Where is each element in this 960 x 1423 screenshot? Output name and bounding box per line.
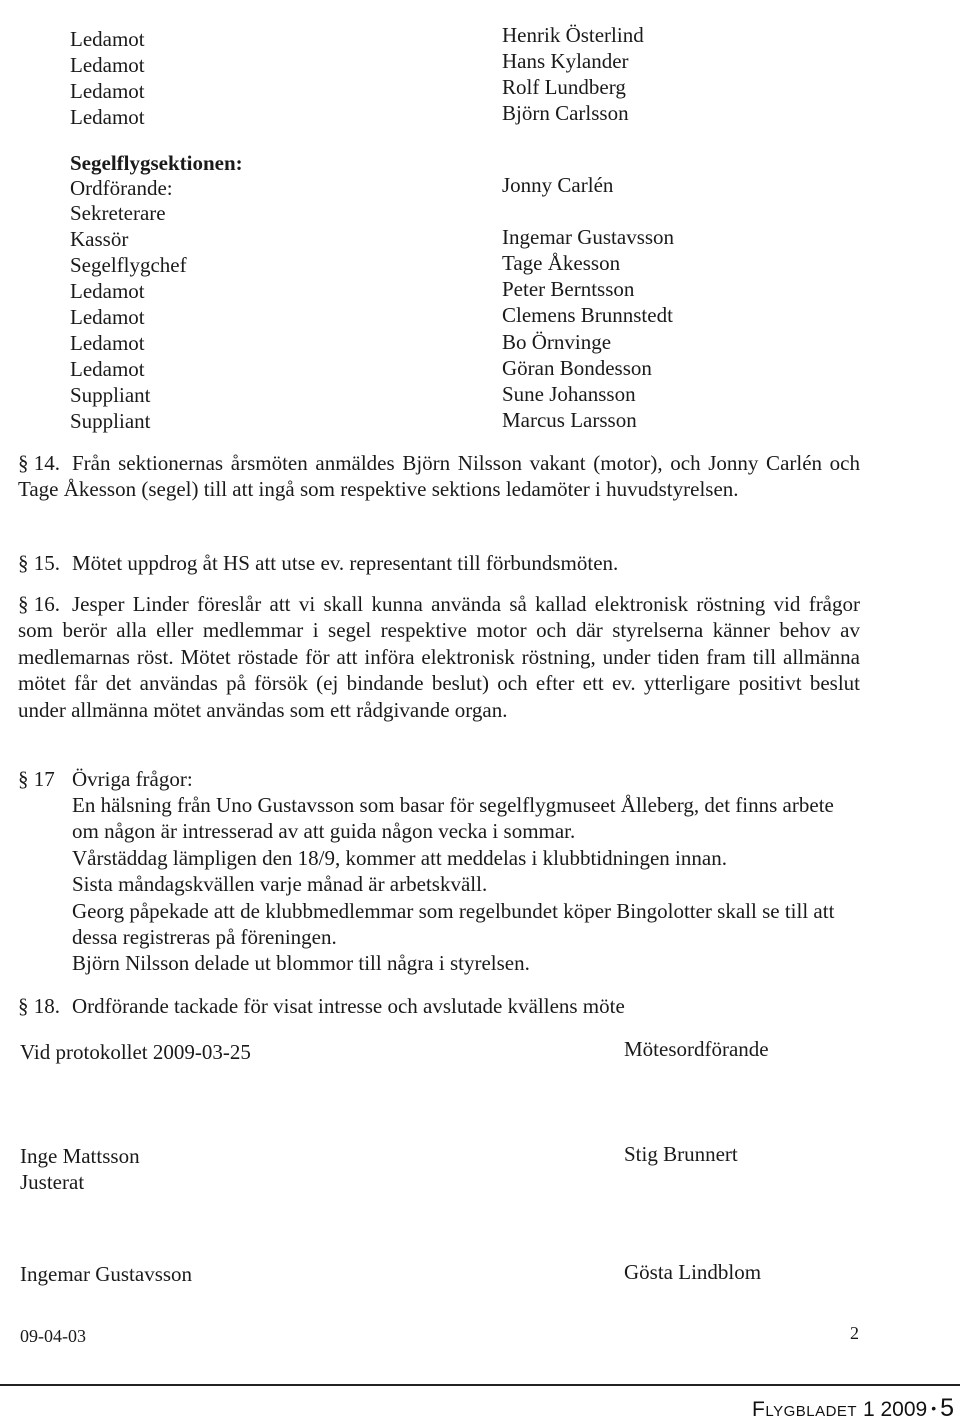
footer-divider bbox=[0, 1384, 960, 1386]
document-page-number: 2 bbox=[850, 1323, 859, 1343]
role-label: Suppliant bbox=[70, 383, 151, 407]
paragraph-16 bbox=[18, 591, 860, 723]
paragraph-14 bbox=[18, 450, 860, 503]
document-date: 09-04-03 bbox=[20, 1326, 86, 1346]
role-label: Kassör bbox=[70, 227, 129, 251]
paragraph-number: § 16. bbox=[18, 592, 60, 616]
paragraph-line: Sista måndagskvällen varje månad är arbetskväll. bbox=[72, 872, 488, 897]
role-label: Ledamot bbox=[70, 357, 145, 381]
paragraph-text: Jesper Linder föreslår att vi skall kunna använda så kallad elektronisk röstning vid frågor som berör alla eller medlemmar i segel respektive motor och där styrelserna känner behov av medlemarnas röst. Mötet röstade för att införa elektronisk röstning, under tiden fram till allmänna mötet får det användas på försök (ej bindande beslut) och efter ett ev. ytterligare positivt beslut under allmänna mötet användas som ett rådgivande organ. bbox=[18, 592, 860, 722]
member-name: Bo Örnvinge bbox=[502, 330, 612, 354]
paragraph-body bbox=[72, 792, 862, 977]
section-heading: Segelflygsektionen: bbox=[70, 151, 243, 175]
protocol-label: Vid protokollet 2009-03-25 bbox=[20, 1040, 251, 1064]
member-name: Peter Berntsson bbox=[502, 277, 635, 301]
paragraph-line: Björn Nilsson delade ut blommor till några i styrelsen. bbox=[72, 951, 530, 976]
chair-label: Mötesordförande bbox=[624, 1037, 769, 1061]
member-name: Björn Carlsson bbox=[502, 101, 629, 125]
paragraph-number: § 14. bbox=[18, 451, 60, 475]
role-label: Ordförande: bbox=[70, 176, 173, 200]
magazine-title: Flygbladet bbox=[752, 1398, 858, 1421]
paragraph-title: Övriga frågor: bbox=[72, 767, 193, 791]
paragraph-line: Vårstäddag lämpligen den 18/9, kommer att meddelas i klubbtidningen innan. bbox=[72, 845, 727, 870]
secretary-name: Inge Mattsson bbox=[20, 1144, 140, 1168]
role-label: Ledamot bbox=[70, 105, 145, 129]
member-name: Jonny Carlén bbox=[502, 173, 614, 197]
member-name: Henrik Österlind bbox=[502, 23, 644, 47]
paragraph-line: Georg påpekade att de klubbmedlemmar som regelbundet köper Bingolotter skall se till att dessa registreras på föreningen. bbox=[72, 898, 835, 950]
checked-label: Justerat bbox=[20, 1170, 85, 1194]
checker1-name: Ingemar Gustavsson bbox=[20, 1262, 193, 1286]
role-label: Ledamot bbox=[70, 79, 145, 103]
role-label: Suppliant bbox=[70, 409, 151, 433]
paragraph-number: § 15. bbox=[18, 551, 60, 575]
role-label: Ledamot bbox=[70, 27, 145, 51]
magazine-page-number: 5 bbox=[940, 1394, 954, 1422]
member-name: Clemens Brunnstedt bbox=[502, 303, 673, 327]
role-label: Sekreterare bbox=[70, 201, 166, 225]
member-name: Sune Johansson bbox=[502, 382, 636, 406]
chair-name: Stig Brunnert bbox=[624, 1142, 738, 1166]
paragraph-number: § 18. bbox=[18, 994, 60, 1018]
role-label: Ledamot bbox=[70, 279, 145, 303]
magazine-issue: 1 2009 bbox=[862, 1398, 928, 1421]
member-name: Marcus Larsson bbox=[502, 408, 637, 432]
role-label: Segelflygchef bbox=[70, 253, 187, 277]
member-name: Göran Bondesson bbox=[502, 356, 652, 380]
checker2-name: Gösta Lindblom bbox=[624, 1260, 762, 1284]
role-label: Ledamot bbox=[70, 331, 145, 355]
paragraph-15 bbox=[18, 550, 860, 576]
member-name: Hans Kylander bbox=[502, 49, 629, 73]
role-label: Ledamot bbox=[70, 305, 145, 329]
paragraph-18 bbox=[18, 993, 625, 1019]
paragraph-text: Mötet uppdrog åt HS att utse ev. representant till förbundsmöten. bbox=[72, 551, 619, 575]
bullet-icon: • bbox=[931, 1400, 937, 1416]
member-name: Tage Åkesson bbox=[502, 251, 621, 275]
member-name: Ingemar Gustavsson bbox=[502, 225, 675, 249]
paragraph-text: Från sektionernas årsmöten anmäldes Björn Nilsson vakant (motor), och Jonny Carlén och Tage Åkesson (segel) till att ingå som respektive sektions ledamöter i huvudstyrelsen. bbox=[18, 451, 860, 502]
member-name: Rolf Lundberg bbox=[502, 75, 626, 99]
paragraph-line: En hälsning från Uno Gustavsson som basar för segelflygmuseet Ålleberg, det finns arbete om någon är intresserad av att guida någon vecka i sommar. bbox=[72, 793, 834, 844]
paragraph-text: Ordförande tackade för visat intresse och avslutade kvällens möte bbox=[72, 994, 625, 1018]
role-label: Ledamot bbox=[70, 53, 145, 77]
paragraph-number: § 17 bbox=[18, 767, 55, 791]
magazine-footer bbox=[752, 1395, 954, 1423]
